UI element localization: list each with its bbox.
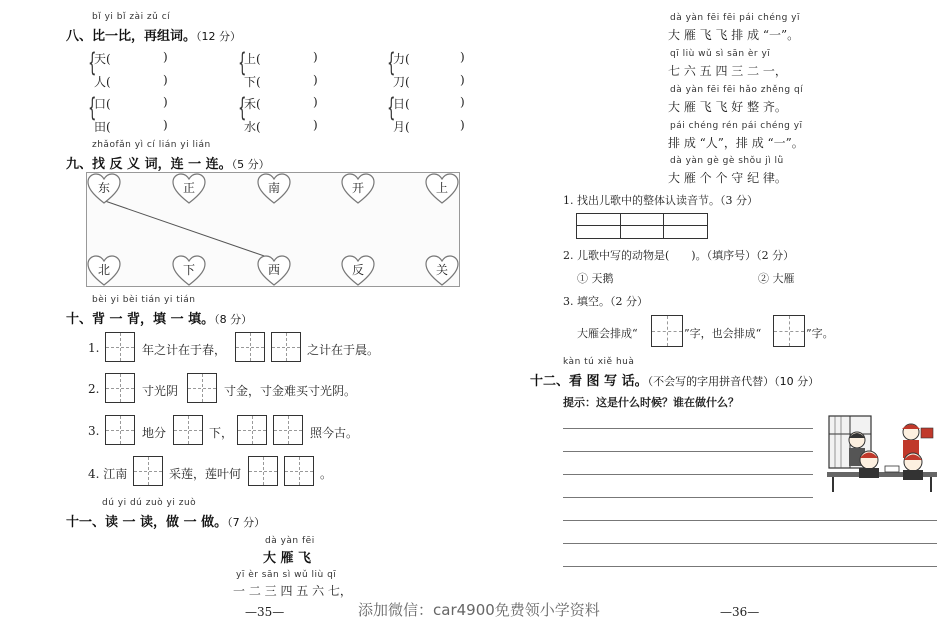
q3-fill-c: ”字。 [806,327,834,340]
poem-line-4-pinyin: pái chéng rén pái chéng yī [670,121,803,131]
poem-line-4: 排 成 “人”，排 成 “一”。 [668,136,804,150]
s12-hint: 提示：这是什么时候？谁在做什么？ [563,396,739,409]
s11-pinyin: dú yi dú zuò yi zuò [102,498,197,508]
top-heart[interactable] [425,173,459,205]
s12-pinyin: kàn tú xiě huà [563,357,635,367]
heart-word: 东 [97,181,110,195]
s10-r3-a: 地分 [142,426,167,440]
write-box[interactable] [651,315,683,347]
close-paren: ) [313,50,318,64]
heart-word: 西 [267,263,280,277]
poem-title-pinyin: dà yàn fēi [265,536,315,546]
s12-heading [530,370,819,389]
close-paren: ) [163,73,168,87]
close-paren: ) [460,73,465,87]
writing-line[interactable] [563,474,813,475]
close-paren: ) [460,50,465,64]
q3-fill-a: 大雁会排成“ [577,327,638,340]
grid-line [620,214,621,238]
s10-heading [66,308,252,327]
close-paren: ) [163,95,168,109]
right-page-number: —36— [720,605,760,619]
poem-line-1: 大 雁 飞 飞 排 成 “一”。 [668,28,800,42]
heart-word: 反 [351,263,364,277]
s10-r2-a: 寸光阴 [142,384,179,398]
s10-r1-b: 之计在于晨。 [307,343,380,357]
poem-line-1-pinyin: dà yàn fēi fēi pái chéng yī [670,13,801,23]
char-paren: 上( [244,52,261,66]
char-paren: 日( [393,97,410,111]
s11-score: （7 分） [227,516,266,529]
s10-r3-c: 照今古。 [310,426,359,440]
s10-r2-b: 寸金，寸金难买寸光阴。 [224,384,357,398]
s10-r4-num: 4. 江南 [88,467,128,481]
s10-r3-b: 下， [209,426,234,440]
watermark: 添加微信：car4900免费领小学资料 [358,601,600,619]
q3: 3. 填空。（2 分） [563,295,648,308]
char-paren: 禾( [244,97,261,111]
poem-title: 大 雁 飞 [263,551,312,566]
char-paren: 力( [393,52,410,66]
write-box[interactable] [273,415,303,445]
bottom-heart[interactable] [257,255,291,287]
s8-score: （12 分） [196,30,242,43]
char-paren: 月( [393,120,410,134]
s10-score: （8 分） [214,313,253,326]
write-box[interactable] [773,315,805,347]
heart-word: 北 [97,263,110,277]
close-paren: ) [460,95,465,109]
poem-line-0: 一 二 三 四 五 六 七， [233,584,352,598]
brace: { [88,48,97,78]
bottom-heart[interactable] [87,255,121,287]
char-paren: 刀( [393,75,410,89]
char-paren: 水( [244,120,261,134]
s10-r2-num: 2. [88,382,100,396]
write-box[interactable] [105,415,135,445]
close-paren: ) [313,73,318,87]
poem-line-3: 大 雁 飞 飞 好 整 齐。 [668,100,787,114]
poem-line-0-pinyin: yī èr sān sì wǔ liù qī [236,570,337,580]
writing-line[interactable] [563,428,813,429]
s8-pinyin: bǐ yi bǐ zài zǔ cí [92,12,171,22]
heart-word: 下 [182,263,195,277]
q1: 1. 找出儿歌中的整体认读音节。（3 分） [563,194,758,207]
close-paren: ) [313,95,318,109]
s11-heading [66,511,265,530]
grid-line [663,214,664,238]
poem-line-3-pinyin: dà yàn fēi fēi hǎo zhěng qí [670,85,804,95]
poem-line-2-pinyin: qī liù wǔ sì sān èr yī [670,49,771,59]
s9-pinyin: zhǎofǎn yì cí lián yi lián [92,140,211,150]
heart-word: 开 [351,181,364,195]
brace: { [88,93,97,123]
s9-title: 九、找 反 义 词，连 一 连。 [66,157,232,172]
write-box[interactable] [173,415,203,445]
writing-line[interactable] [563,520,937,521]
write-box[interactable] [133,456,163,486]
write-box[interactable] [248,456,278,486]
heart-word: 南 [267,181,280,195]
close-paren: ) [163,50,168,64]
s8-heading [66,25,241,44]
top-heart[interactable] [87,173,121,205]
s10-r4-a: 采莲，莲叶何 [169,467,242,481]
s10-r1-num: 1. [88,341,100,355]
write-box[interactable] [284,456,314,486]
s10-title: 十、背 一 背，填 一 填。 [66,312,215,327]
q2-option-2[interactable]: ② 大雁 [758,272,795,285]
s10-pinyin: bèi yi bèi tián yi tián [92,295,196,305]
write-box[interactable] [105,373,135,403]
grid-line [577,225,707,226]
heart-word: 正 [182,181,195,195]
poem-line-2: 七 六 五 四 三 二 一， [668,64,787,78]
s9-score: （5 分） [231,158,270,171]
char-paren: 田( [94,120,111,134]
s11-title: 十一、读 一 读，做 一 做。 [66,515,228,530]
q2: 2. 儿歌中写的动物是( )。（填序号）（2 分） [563,249,795,262]
poem-line-5: 大 雁 个 个 守 纪 律。 [668,171,787,185]
write-box[interactable] [105,332,135,362]
top-heart[interactable] [257,173,291,205]
heart-word: 上 [435,181,448,195]
bottom-heart[interactable] [172,255,206,287]
close-paren: ) [460,118,465,132]
char-paren: 下( [244,75,261,89]
classroom-illustration [827,414,937,492]
s12-title: 十二、看 图 写 话。 [530,374,648,389]
s8-title: 八、比一比，再组词。 [66,29,197,44]
q3-fill-b: ”字，也会排成“ [684,327,762,340]
char-paren: 人( [94,75,111,89]
writing-line[interactable] [563,451,813,452]
top-heart[interactable] [172,173,206,205]
s12-note: （不会写的字用拼音代替）（10 分） [647,375,820,388]
s10-r3-num: 3. [88,424,100,438]
write-box[interactable] [187,373,217,403]
s9-heading [66,153,270,172]
write-box[interactable] [237,415,267,445]
close-paren: ) [163,118,168,132]
answer-grid[interactable] [576,213,708,239]
brace: { [387,48,396,78]
close-paren: ) [313,118,318,132]
bottom-heart[interactable] [425,255,459,287]
s10-r1-a: 年之计在于春， [142,343,227,357]
writing-line[interactable] [563,566,937,567]
brace: { [238,93,247,123]
bottom-heart[interactable] [341,255,375,287]
q2-option-1[interactable]: ① 天鹅 [577,272,614,285]
writing-line[interactable] [563,543,937,544]
write-box[interactable] [271,332,301,362]
top-heart[interactable] [341,173,375,205]
poem-line-5-pinyin: dà yàn gè gè shǒu jì lǜ [670,156,784,166]
char-paren: 天( [94,52,111,66]
writing-line[interactable] [563,497,813,498]
left-page-number: —35— [245,605,285,619]
heart-word: 关 [435,263,448,277]
write-box[interactable] [235,332,265,362]
s10-r4-b: 。 [320,467,333,481]
brace: { [387,93,396,123]
char-paren: 口( [94,97,111,111]
brace: { [238,48,247,78]
